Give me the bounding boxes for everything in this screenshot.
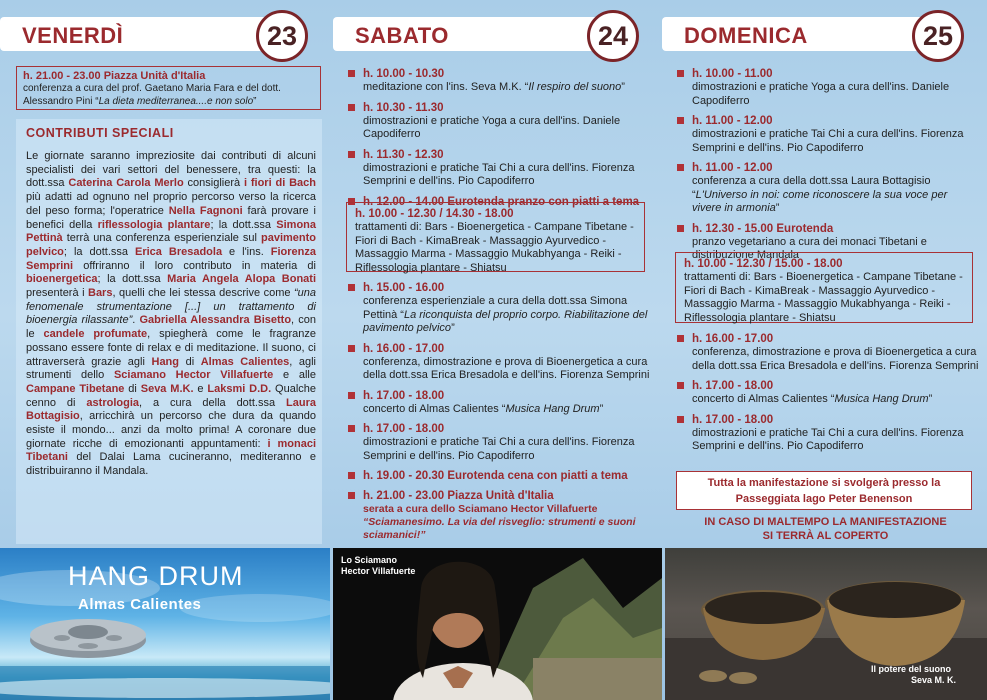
list-item: h. 17.00 - 18.00 dimostrazioni e pratiche Tai Chi a cura dell'ins. Fiorenza Semprini e dell'ins. Pio Capodiferro	[676, 413, 979, 454]
saturday-treatments-box: h. 10.00 - 12.30 / 14.30 - 18.00 trattamenti di: Bars - Bioenergetica - Campane Tibetane - Fiori di Bach - KimaBreak - Massaggio Ayurvedico - Massaggio Marma - Massaggio Mukabhyanga - Reiki - Riflessologia plantare - Shiatsu	[346, 202, 645, 272]
shaman-caption-2: Hector Villafuerte	[341, 566, 416, 576]
sunday-date-circle	[912, 10, 964, 62]
bullet-icon	[677, 416, 684, 423]
hang-drum-title: HANG DRUM	[68, 561, 244, 591]
friday-date: 23	[266, 20, 298, 51]
bullet-icon	[348, 151, 355, 158]
list-item: h. 10.00 - 11.00 dimostrazioni e pratiche Yoga a cura dell'ins. Daniele Capodiferro	[676, 67, 979, 108]
bullet-icon	[348, 284, 355, 291]
sunday-column	[662, 0, 987, 548]
sunday-schedule-1	[676, 67, 979, 269]
friday-column	[0, 0, 330, 548]
saturday-schedule-2	[347, 281, 650, 548]
bullet-icon	[348, 345, 355, 352]
bullet-icon	[677, 117, 684, 124]
list-item: h. 17.00 - 18.00 concerto di Almas Calientes “Musica Hang Drum”	[676, 379, 979, 407]
saturday-header	[333, 17, 625, 51]
contributi-text: Le giornate saranno impreziosite dai contributi di alcuni specialisti dei vari settori del benessere, tra questi: la dott.ssa Caterina Carola Merlo consiglierà i fiori di Bach più adatti ad ognuno nel proprio percorso verso la ricerca del peso forma; l'operatrice Nella Fagnoni farà provare i benefici della riflessologia plantare; la dott.ssa Simona Pettinà terrà una conferenza esperienziale sul pavimento pelvico; la dott.ssa Erica Bresadola e l'ins. Fiorenza Semprini offriranno il loro contributo in materia di bioenergetica; la dott.ssa Maria Angela Alopa Bonati presenterà i Bars, quelli che lei stessa descrive come “una fenomenale strumentazione [...] un trattamento di bioenergia rilassante”. Gabriella Alessandra Bisetto, con le candele profumate, spiegherà come le fragranze possano essere fonte di relax e di meditazione. Il suono, ci attraverserà grazie agli Hang di Almas Calientes, agli strumenti dello Sciamano Hector Villafuerte e alle Campane Tibetane di Seva M.K. e Laksmi D.D. Qualche cenno di astrologia, a cura della dott.ssa Laura Bottagisio, arricchirà un percorso che dura da quando esiste il mondo... anzi da molto prima! A coronare due giornate ricche di emozionanti appuntamenti: i monaci Tibetani del Dalai Lama cucineranno, mediteranno e distribuiranno il Mandala.	[26, 150, 317, 478]
list-item: h. 16.00 - 17.00 conferenza, dimostrazione e prova di Bioenergetica a cura della dott.ssa Erica Bresadola e dell'ins. Fiorenza Semprini	[347, 342, 650, 383]
saturday-schedule-1	[347, 67, 650, 215]
bullet-icon	[348, 70, 355, 77]
list-item: h. 12.30 - 15.00 Eurotenda pranzo vegetariano a cura dei monaci Tibetani e distribuzione Mandala	[676, 222, 979, 263]
tibetan-bowls-photo	[665, 548, 987, 700]
shaman-caption-1: Lo Sciamano	[341, 555, 398, 565]
bullet-icon	[677, 70, 684, 77]
sunday-schedule-2	[676, 332, 979, 460]
saturday-title: SABATO	[355, 23, 449, 48]
list-item: h. 19.00 - 20.30 Eurotenda cena con piatti a tema	[347, 469, 650, 483]
sunday-title: DOMENICA	[684, 23, 808, 48]
bullet-icon	[348, 425, 355, 432]
bowls-caption-1: Il potere del suono	[871, 664, 952, 674]
list-item: h. 11.00 - 12.00 conferenza a cura della dott.ssa Laura Bottagisio “L'Universo in noi: come riconoscere la sua voce per vivere in armonia”	[676, 161, 979, 216]
sunday-date: 25	[922, 20, 954, 51]
friday-event-line1: conferenza a cura del prof. Gaetano Maria Fara e del dott.	[23, 83, 281, 94]
list-item: h. 16.00 - 17.00 conferenza, dimostrazione e prova di Bioenergetica a cura della dott.ssa Erica Bresadola e dell'ins. Fiorenza Semprini	[676, 332, 979, 373]
list-item: h. 17.00 - 18.00 concerto di Almas Calientes “Musica Hang Drum”	[347, 389, 650, 417]
friday-event-line2: Alessandro Pini “La dieta mediterranea....e non solo”	[23, 95, 257, 107]
friday-event-box	[16, 66, 321, 110]
saturday-column	[333, 0, 658, 548]
saturday-date-circle	[587, 10, 639, 62]
list-item: h. 21.00 - 23.00 Piazza Unità d'Italia serata a cura dello Sciamano Hector Villafuerte “Sciamanesimo. La via del risveglio: strumenti e suoni sciamanici!”	[347, 489, 650, 542]
saturday-date: 24	[597, 20, 629, 51]
friday-event-time: h. 21.00 - 23.00 Piazza Unità d'Italia	[23, 70, 206, 82]
hang-drum-photo	[0, 548, 330, 700]
list-item: h. 11.30 - 12.30 dimostrazioni e pratiche Tai Chi a cura dell'ins. Fiorenza Semprini e dell'ins. Pio Capodiferro	[347, 148, 650, 189]
bullet-icon	[677, 225, 684, 232]
shaman-photo	[333, 548, 662, 700]
friday-date-circle	[256, 10, 308, 62]
contributi-panel	[16, 119, 322, 544]
list-item: h. 10.30 - 11.30 dimostrazioni e pratiche Yoga a cura dell'ins. Daniele Capodiferro	[347, 101, 650, 142]
bullet-icon	[348, 104, 355, 111]
weather-warning: IN CASO DI MALTEMPO LA MANIFESTAZIONE SI TERRÀ AL COPERTO	[704, 516, 947, 542]
bullet-icon	[677, 335, 684, 342]
bullet-icon	[677, 164, 684, 171]
list-item: h. 15.00 - 16.00 conferenza esperienziale a cura della dott.ssa Simona Pettinà “La riconquista del proprio corpo. Riabilitazione del pavimento pelvico”	[347, 281, 650, 336]
bullet-icon	[677, 382, 684, 389]
list-item: h. 10.00 - 10.30 meditazione con l'ins. Seva M.K. “Il respiro del suono”	[347, 67, 650, 95]
friday-title: VENERDÌ	[22, 23, 124, 48]
bullet-icon	[348, 392, 355, 399]
contributi-title: CONTRIBUTI SPECIALI	[26, 126, 174, 140]
bullet-icon	[348, 472, 355, 479]
venue-note: Tutta la manifestazione si svolgerà presso la Passeggiata lago Peter Benenson	[676, 471, 972, 510]
hang-drum-subtitle: Almas Calientes	[78, 596, 202, 613]
sunday-header	[662, 17, 950, 51]
bullet-icon	[348, 492, 355, 499]
list-item: h. 11.00 - 12.00 dimostrazioni e pratiche Tai Chi a cura dell'ins. Fiorenza Semprini e dell'ins. Pio Capodiferro	[676, 114, 979, 155]
friday-header	[0, 17, 296, 51]
list-item: h. 12.00 - 14.00 Eurotenda pranzo con piatti a tema	[347, 195, 650, 209]
list-item: h. 17.00 - 18.00 dimostrazioni e pratiche Tai Chi a cura dell'ins. Fiorenza Semprini e dell'ins. Pio Capodiferro	[347, 422, 650, 463]
bowls-caption-2: Seva M. K.	[911, 675, 957, 685]
sunday-treatments-box: h. 10.00 - 12.30 / 15.00 - 18.00 trattamenti di: Bars - Bioenergetica - Campane Tibetane - Fiori di Bach - KimaBreak - Massaggio Ayurvedico - Massaggio Marma - Massaggio Mukabhyanga - Reiki - Riflessologia plantare - Shiatsu	[675, 252, 973, 323]
